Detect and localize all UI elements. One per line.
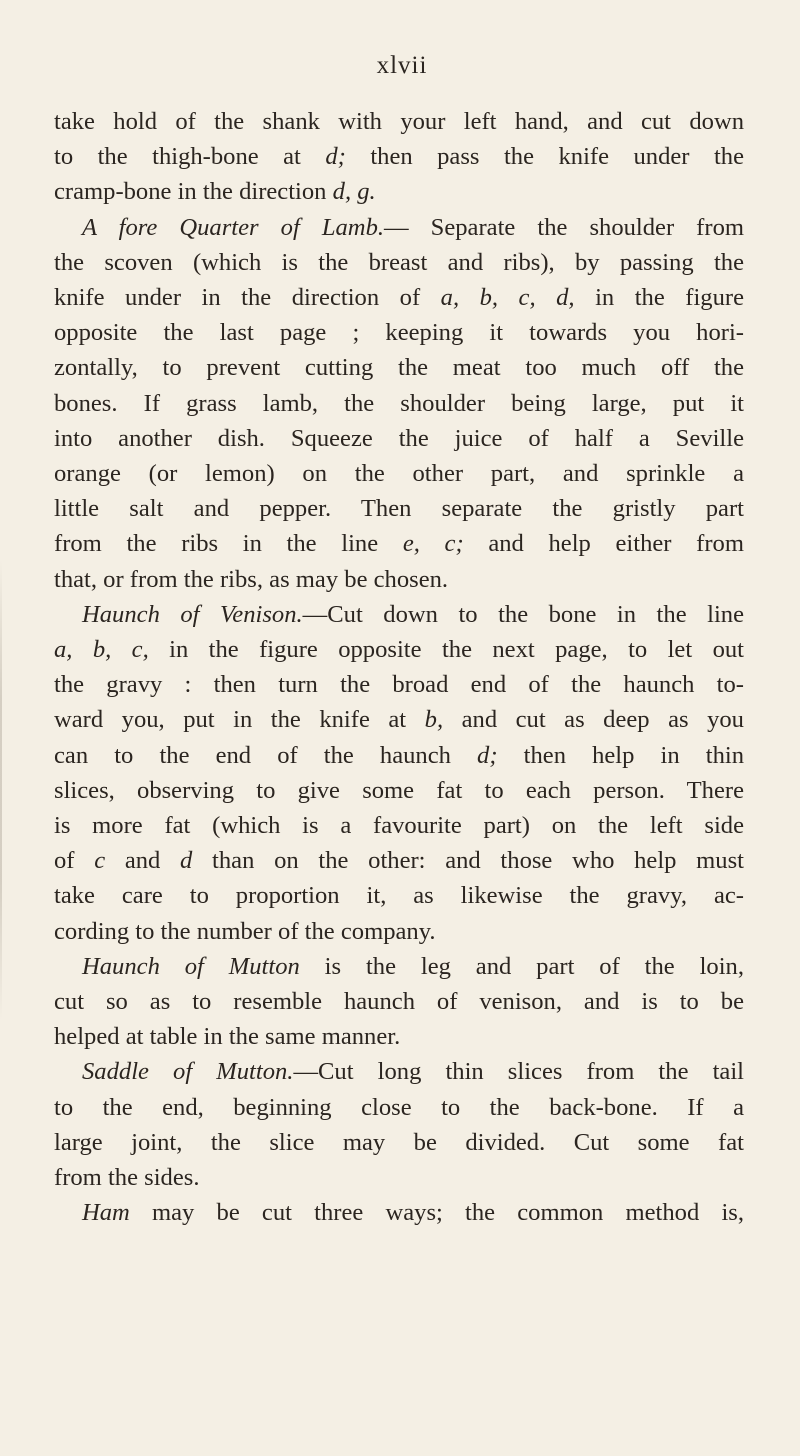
text-segment: than on the other: and those who help must: [192, 847, 744, 875]
text-segment: take care to proportion it, as likewise the gravy, ac-: [54, 882, 744, 910]
text-line: [54, 1090, 744, 1125]
text-segment: of: [54, 847, 95, 875]
text-line: [54, 984, 744, 1019]
text-line: [54, 914, 744, 949]
text-line: [54, 597, 744, 632]
text-segment: opposite the last page ; keeping it towards you hori-: [54, 319, 744, 347]
text-segment: ward you, put in the knife at: [54, 706, 425, 734]
text-segment: bones. If grass lamb, the shoulder being large, put it: [54, 389, 744, 417]
section-heading: Haunch of Mutton: [82, 952, 300, 980]
text-line: [54, 632, 744, 667]
text-segment: little salt and pepper. Then separate the gristly part: [54, 495, 744, 523]
text-segment: that, or from the ribs, as may be chosen.: [54, 565, 449, 593]
text-segment: in the figure: [574, 284, 744, 312]
text-line: [54, 667, 744, 702]
section-heading: Saddle of Mutton.: [82, 1058, 294, 1086]
text-line: [54, 738, 744, 773]
text-line: [54, 1125, 744, 1160]
text-segment: —Cut long thin slices from the tail: [293, 1058, 744, 1086]
text-line: [54, 386, 744, 421]
text-segment: — Separate the shoulder from: [384, 213, 744, 241]
text-segment: to the thigh-bone at: [54, 143, 326, 171]
text-segment: cramp-bone in the direction: [54, 178, 333, 206]
page-number: xlvii: [376, 52, 428, 79]
text-segment: can to the end of the haunch: [54, 741, 478, 769]
text-segment: orange (or lemon) on the other part, and sprinkle a: [54, 460, 744, 488]
text-line: [54, 878, 744, 913]
text-segment: to the end, beginning close to the back-bone. If a: [54, 1093, 744, 1121]
text-line: [54, 526, 744, 561]
text-segment: knife under in the direction of: [54, 284, 441, 312]
text-line: [54, 104, 744, 139]
section-heading: Haunch of Venison.: [82, 600, 303, 628]
text-line: [54, 139, 744, 174]
text-line: [54, 562, 744, 597]
text-line: [54, 280, 744, 315]
text-segment: and: [105, 847, 181, 875]
text-line: [54, 456, 744, 491]
text-segment: then pass the knife under the: [345, 143, 744, 171]
section-heading: A fore Quarter of Lamb.: [82, 213, 385, 241]
text-segment: then help in thin: [497, 741, 745, 769]
text-line: [54, 245, 744, 280]
text-segment: the gravy : then turn the broad end of the haunch to-: [54, 671, 744, 699]
text-segment: into another dish. Squeeze the juice of half a Seville: [54, 424, 744, 452]
text-segment: cut so as to resemble haunch of venison, and is to be: [54, 988, 744, 1016]
text-segment: is more fat (which is a favourite part) on the left side: [54, 812, 744, 840]
figure-reference: d;: [325, 143, 346, 171]
figure-reference: d, g.: [332, 178, 376, 206]
text-line: [54, 773, 744, 808]
section-heading: Ham: [82, 1199, 130, 1227]
text-line: [54, 1195, 744, 1230]
body-text: [54, 104, 744, 1231]
text-line: [54, 1160, 744, 1195]
text-segment: is the leg and part of the loin,: [299, 952, 744, 980]
figure-reference: a, b, c,: [54, 636, 149, 664]
text-segment: take hold of the shank with your left hand, and cut down: [54, 108, 744, 135]
text-line: [54, 1019, 744, 1054]
text-line: [54, 491, 744, 526]
text-segment: slices, observing to give some fat to each person. There: [54, 776, 744, 804]
figure-reference: d: [180, 847, 193, 875]
text-segment: from the ribs in the line: [54, 530, 403, 558]
text-segment: helped at table in the same manner.: [54, 1023, 401, 1051]
page-edge-shadow: [0, 560, 2, 1020]
text-segment: cording to the number of the company.: [54, 917, 436, 945]
text-line: [54, 421, 744, 456]
text-segment: zontally, to prevent cutting the meat too much off the: [54, 354, 744, 382]
text-segment: from the sides.: [54, 1164, 200, 1192]
figure-reference: b,: [424, 706, 444, 734]
text-segment: —Cut down to the bone in the line: [302, 600, 744, 628]
text-line: [54, 210, 744, 245]
text-line: [54, 702, 744, 737]
text-segment: may be cut three ways; the common method is,: [129, 1199, 744, 1227]
text-line: [54, 949, 744, 984]
figure-reference: e, c;: [402, 530, 464, 558]
text-segment: and cut as deep as you: [443, 706, 744, 734]
text-segment: large joint, the slice may be divided. Cut some fat: [54, 1128, 744, 1156]
figure-reference: c: [94, 847, 106, 875]
text-line: [54, 808, 744, 843]
text-segment: the scoven (which is the breast and ribs), by passing the: [54, 248, 744, 276]
text-line: [54, 174, 744, 209]
text-segment: and help either from: [463, 530, 744, 558]
text-line: [54, 315, 744, 350]
figure-reference: a, b, c, d,: [440, 284, 575, 312]
figure-reference: d;: [477, 741, 498, 769]
text-line: [54, 843, 744, 878]
text-line: [54, 350, 744, 385]
text-line: [54, 1054, 744, 1089]
text-segment: in the figure opposite the next page, to let out: [148, 636, 744, 664]
